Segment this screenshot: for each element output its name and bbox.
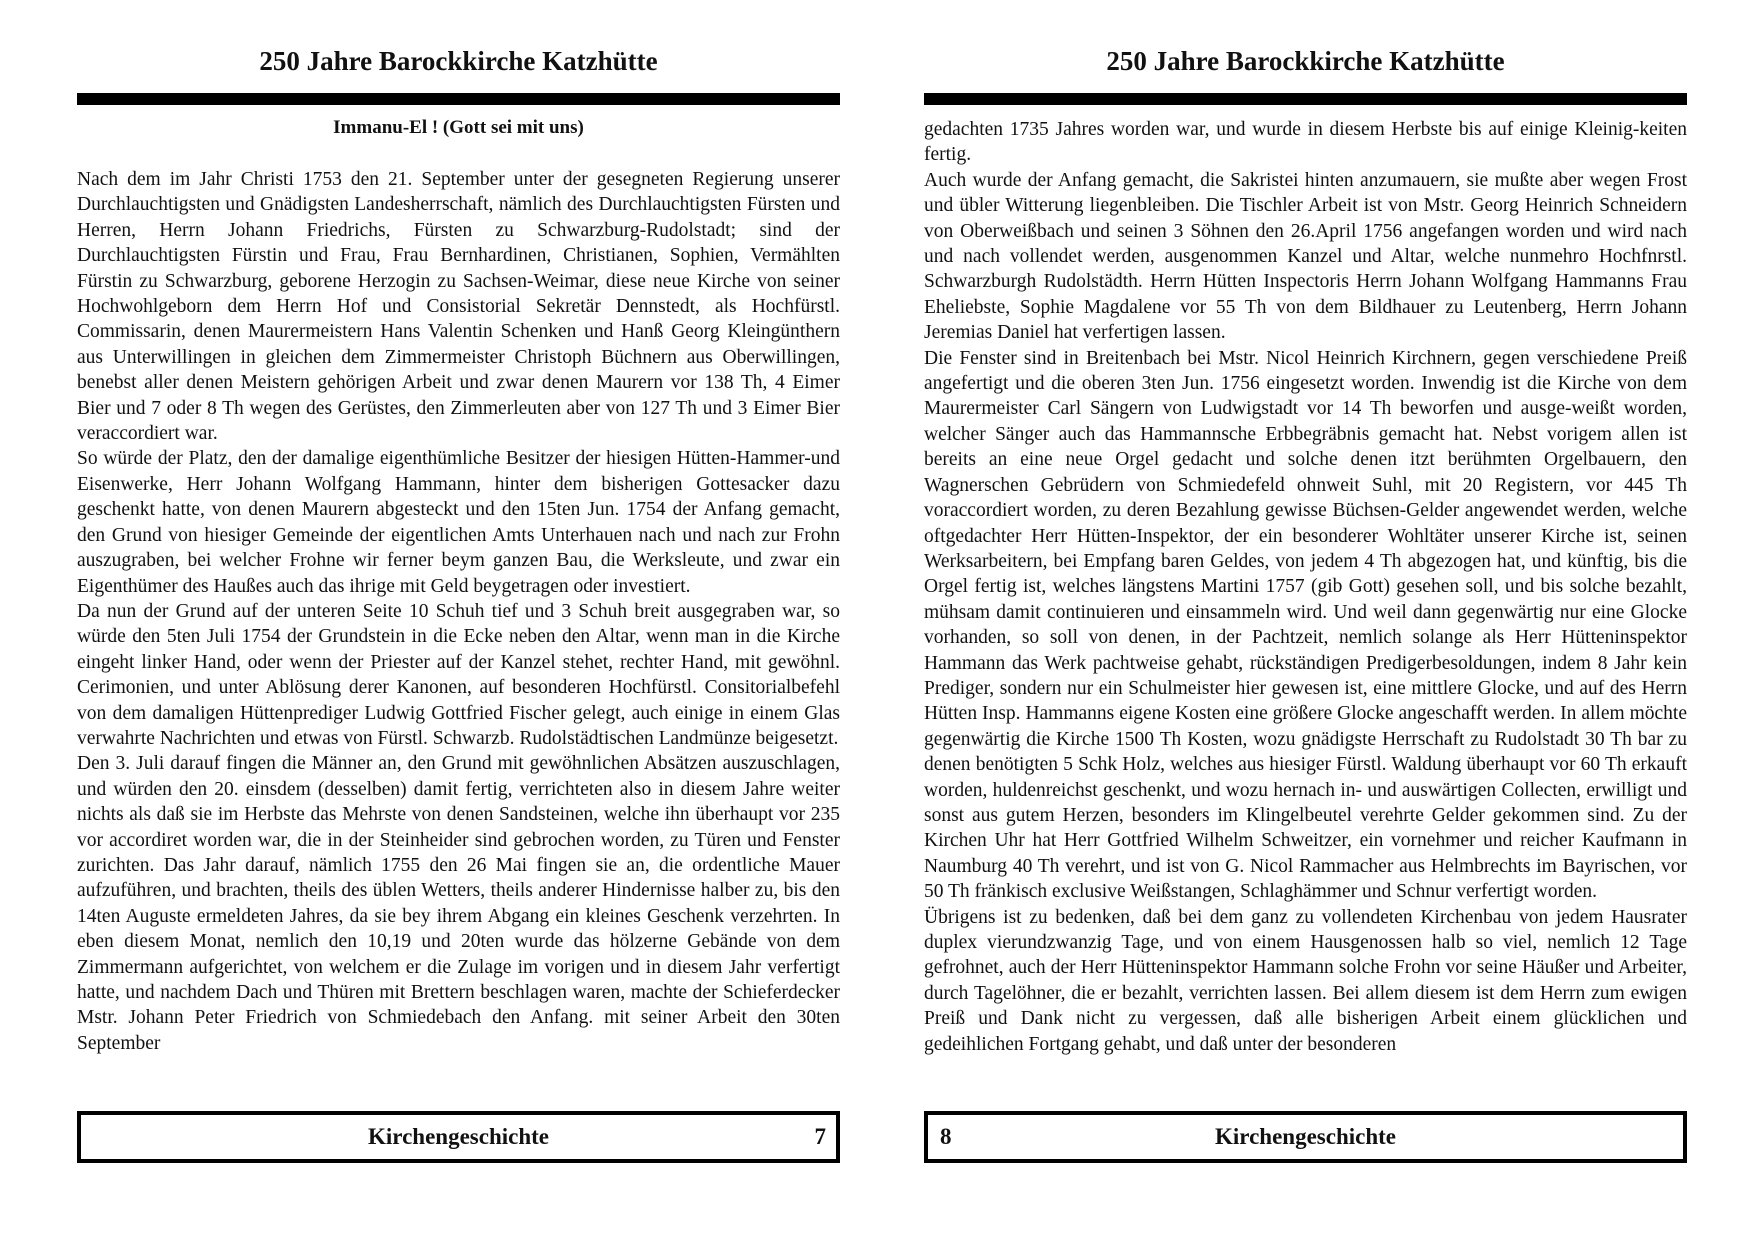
header-rule [77,93,840,105]
left-page [77,0,840,1240]
right-page [924,0,1687,1240]
body-text [77,167,840,1056]
header-rule [924,93,1687,105]
page-footer [77,1111,840,1163]
paragraph: Die Fenster sind in Breitenbach bei Mstr. Nicol Heinrich Kirchnern, gegen verschiedene Preiß angefertigt und die oberen 3ten Jun. 1756 eingesetzt worden. Inwendig ist die Kirche von dem Maurermeister Carl Sängern von Ludwigstadt vor 14 Th beworfen und ausge-weißt worden, welcher Sänger auch das Hammannsche Erbbegräbnis gemacht hat. Nebst vorigem allen ist bereits an eine neue Orgel gedacht und solche denen itzt berühmten Orgelbauern, den Wagnerschen Gebrüdern von Schmiedefeld ohnweit Suhl, mit 20 Registern, vor 445 Th voraccordiert worden, zu deren Bezahlung gewisse Büchsen-Gelder angewendet werden, welche oftgedachter Herr Hütten-Inspektor, der ein besonderer Wohltäter unserer Kirche ist, seinen Werksarbeitern, bei Empfang baren Geldes, von jedem 4 Th abgezogen hat, und künftig, bis die Orgel fertig ist, welches längstens Martini 1757 (gib Gott) gesehen soll, und bis solche bezahlt, mühsam damit continuieren und einsammeln wird. Und weil dann gegenwärtig nur eine Glocke vorhanden, so soll von denen, in der Pachtzeit, nemlich solange als Herr Hütteninspektor Hammann das Werk pachtweise gehabt, rückständigen Predigerbesoldungen, indem 8 Jahr kein Prediger, sondern nur ein Schulmeister hier gewesen ist, eine mittlere Glocke, und auf des Herrn Hütten Insp. Hammanns eigene Kosten eine größere Glocke angeschafft werden. In allem möchte gegenwärtig die Kirche 1500 Th Kosten, wozu gnädigste Herrschaft zu Rudolstadt 30 Th bar zu denen benötigten 5 Schk Holz, welches aus hiesiger Fürstl. Waldung überhaupt vor 60 Th erkauft worden, huldenreichst geschenkt, und wozu hernach in- und auswärtigen Collecten, erwilligt und sonst aus gutem Herzen, besonders im Klingelbeutel verehrte Gelder gekommen sind. Zu der Kirchen Uhr hat Herr Gottfried Wilhelm Schweitzer, ein vornehmer und reicher Kaufmann in Naumburg 40 Th verehrt, und ist von G. Nicol Rammacher aus Helmbrechts im Bayrischen, vor 50 Th fränkisch exclusive Weißstangen, Schlaghämmer und Schnur verfertigt worden. [924,347,1687,903]
paragraph: Da nun der Grund auf der unteren Seite 10 Schuh tief und 3 Schuh breit ausgegraben war, so würde den 5ten Juli 1754 der Grundstein in die Ecke neben den Altar, wenn man in die Kirche eingeht linker Hand, oder wenn der Priester auf der Kanzel stehet, rechter Hand, mit gewöhnl. Cerimonien, und unter Ablösung derer Kanonen, auf besonderen Hochfürstl. Consitorialbefehl von dem damaligen Hüttenprediger Ludwig Gottfried Fischer gelegt, auch einige in einem Glas verwahrte Nachrichten und etwas von Fürstl. Schwarzb. Rudolstädtischen Landmünze beigesetzt. [77,600,840,749]
paragraph: Auch wurde der Anfang gemacht, die Sakristei hinten anzumauern, sie mußte aber wegen Frost und übler Witterung liegenbleiben. Die Tischler Arbeit ist von Mstr. Georg Heinrich Schneidern von Oberweißbach und seinen 3 Söhnen den 26.April 1756 angefangen worden und wird nach und nach vollendet werden, ausgenommen Kanzel und Altar, welche nunmehro Hochfnrstl. Schwarzburgh Rudolstädth. Herrn Hütten Inspectoris Herrn Johann Wolfgang Hammanns Frau Eheliebste, Sophie Magdalene vor 55 Th von dem Bildhauer zu Leutenberg, Herrn Johann Jeremias Daniel hat verfertigen lassen. [924,169,1687,344]
paragraph: gedachten 1735 Jahres worden war, und wurde in diesem Herbste bis auf einige Kleinig-keiten fertig. [924,119,1687,166]
paragraph: Nach dem im Jahr Christi 1753 den 21. September unter der gesegneten Regierung unserer Durchlauchtigsten und Gnädigsten Landesherrschaft, nämlich des Durchlauchtigsten Fürsten und Herren, Herrn Johann Friedrichs, Fürsten zu Schwarzburg-Rudolstadt; sind der Durchlauchtigsten Fürstin und Frau, Frau Bernhardinen, Christianen, Sophien, Vermählten Fürstin zu Schwarzburg, geborene Herzogin zu Sachsen-Weimar, diese neue Kirche von seiner Hochwohlgeborn dem Herrn Hof und Consistorial Sekretär Dennstedt, als Hochfürstl. Commissarin, denen Maurermeistern Hans Valentin Schenken und Hanß Georg Kleingünthern aus Unterwillingen in gleichen dem Zimmermeister Christoph Büchnern aus Oberwillingen, benebst aller denen Meistern gehörigen Arbeit und zwar denen Maurern vor 138 Th, 4 Eimer Bier und 7 oder 8 Th wegen des Gerüstes, den Zimmerleuten aber von 127 Th und 3 Eimer Bier veraccordiert war. [77,169,840,445]
header-title: 250 Jahre Barockkirche Katzhütte [1106,46,1505,76]
footer-title: Kirchengeschichte [368,1124,549,1149]
paragraph: Übrigens ist zu bedenken, daß bei dem ganz zu vollendeten Kirchenbau von jedem Hausrater duplex vierundzwanzig Tage, und von einem Hausgenossen halb so viel, nemlich 12 Tage gefrohnet, auch der Herr Hütteninspektor Hammann solche Frohn vor seine Häußer und Arbeiter, durch Tagelöhner, die er bezahlt, verrichten lassen. Bei allem diesem ist dem Herrn zum ewigen Preiß und Dank nicht zu vergessen, daß alle bisherigen Arbeit einem glücklichen und gedeihlichen Fortgang gehabt, und daß unter der besonderen [924,906,1687,1055]
paragraph: So würde der Platz, den der damalige eigenthümliche Besitzer der hiesigen Hütten-Hammer-und Eisenwerke, Herr Johann Wolfgang Hammann, hinter dem bisherigen Gottesacker dazu geschenkt hatte, von denen Maurern abgesteckt und den 15ten Jun. 1754 der Anfang gemacht, den Grund von hiesiger Gemeinde der eigentlichen Amts Unterhauen nach und nach zur Frohn auszugraben, bei welcher Frohne wir ferner beym ganzen Bau, die Werksleute, und zwar ein Eigenthümer des Haußes auch das ihrige mit Geld beygetragen oder investiert. [77,448,840,597]
header-title: 250 Jahre Barockkirche Katzhütte [259,46,658,76]
footer-title: Kirchengeschichte [1215,1124,1396,1149]
page-number: 7 [814,1124,826,1149]
page-number: 8 [940,1124,952,1149]
section-subtitle: Immanu-El ! (Gott sei mit uns) [333,117,584,138]
page-footer [924,1111,1687,1163]
body-text [924,117,1687,1057]
paragraph: Den 3. Juli darauf fingen die Männer an, den Grund mit gewöhnlichen Absätzen auszuschlagen, und würden den 20. einsdem (desselben) damit fertig, verrichteten also in diesem Jahre weiter nichts als daß sie im Herbste das Mehrste von denen Sandsteinen, welche ihn überhaupt vor 235 vor accordiret worden war, die in der Steinheider sind gebrochen worden, zu Türen und Fenster zurichten. Das Jahr darauf, nämlich 1755 den 26 Mai fingen sie an, die ordentliche Mauer aufzuführen, und brachten, theils des üblen Wetters, theils anderer Hindernisse halber zu, bis den 14ten Auguste ermeldeten Jahres, da sie bey ihrem Abgang ein kleines Geschenk verzehrten. In eben diesem Monat, nemlich den 10,19 und 20ten wurde das hölzerne Gebände von dem Zimmermann aufgerichtet, von welchem er die Zulage im vorigen und in diesem Jahr verfertigt hatte, und nachdem Dach und Thüren mit Brettern beschlagen waren, machte der Schieferdecker Mstr. Johann Peter Friedrich von Schmiedebach den Anfang. mit seiner Arbeit den 30ten September [77,753,840,1054]
